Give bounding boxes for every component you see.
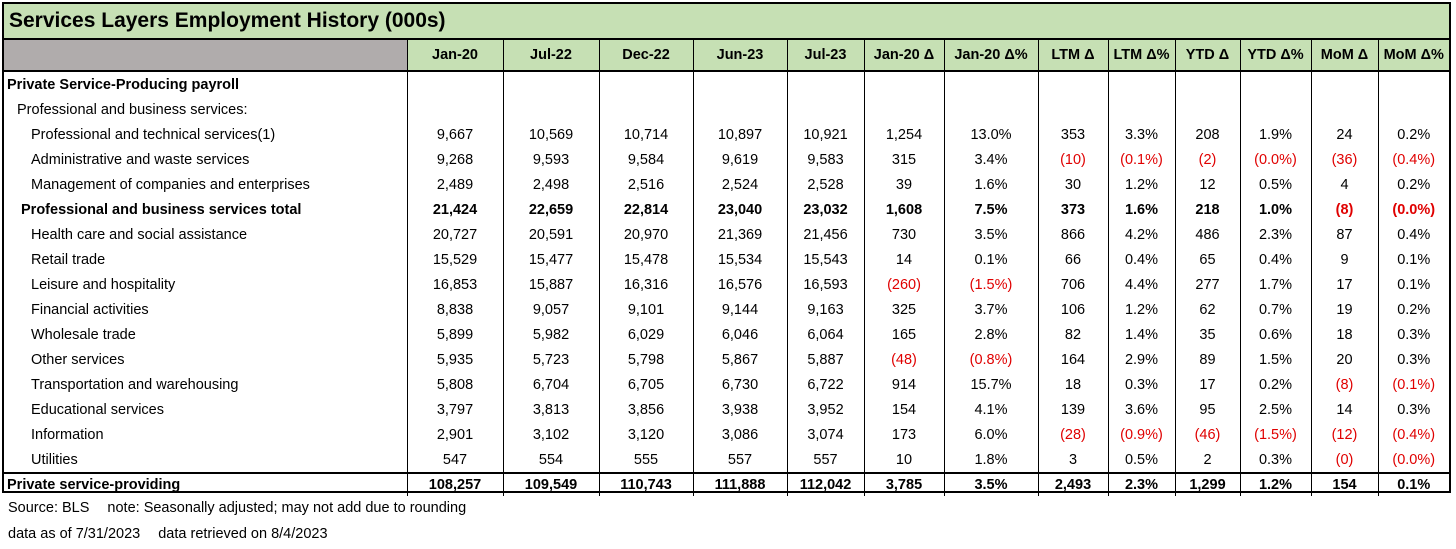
table-cell: 6,029 xyxy=(599,322,693,347)
table-cell: 730 xyxy=(864,222,944,247)
table-cell: 1.9% xyxy=(1240,122,1311,147)
table-cell: 1,299 xyxy=(1175,473,1240,496)
row-label: Transportation and warehousing xyxy=(4,372,407,397)
table-row xyxy=(4,222,1449,247)
table-cell: 6,722 xyxy=(787,372,864,397)
row-label: Retail trade xyxy=(4,247,407,272)
table-cell xyxy=(1378,71,1449,97)
table-cell xyxy=(1311,71,1378,97)
table-frame xyxy=(2,2,1451,493)
table-cell: 108,257 xyxy=(407,473,503,496)
table-cell: 2 xyxy=(1175,447,1240,473)
table-cell: 111,888 xyxy=(693,473,787,496)
table-cell: 87 xyxy=(1311,222,1378,247)
table-cell: 6,704 xyxy=(503,372,599,397)
table-cell: 30 xyxy=(1038,172,1108,197)
column-header: LTM Δ% xyxy=(1108,40,1175,71)
table-cell: 13.0% xyxy=(944,122,1038,147)
table-cell: (0.8%) xyxy=(944,347,1038,372)
table-cell: 164 xyxy=(1038,347,1108,372)
table-cell: 2,524 xyxy=(693,172,787,197)
table-cell: 0.3% xyxy=(1108,372,1175,397)
table-cell: 39 xyxy=(864,172,944,197)
table-cell: 22,814 xyxy=(599,197,693,222)
table-cell: 3,074 xyxy=(787,422,864,447)
table-cell: 547 xyxy=(407,447,503,473)
table-cell: (0.4%) xyxy=(1392,151,1436,168)
table-cell: 7.5% xyxy=(944,197,1038,222)
row-label: Professional and technical services(1) xyxy=(4,122,407,147)
table-cell: 165 xyxy=(864,322,944,347)
row-label: Professional and business services total xyxy=(4,197,407,222)
table-cell: 15,477 xyxy=(503,247,599,272)
table-cell xyxy=(693,71,787,97)
table-cell: 5,935 xyxy=(407,347,503,372)
table-cell: 0.7% xyxy=(1240,297,1311,322)
table-cell: 18 xyxy=(1038,372,1108,397)
table-cell: 4.1% xyxy=(944,397,1038,422)
table-cell: 21,424 xyxy=(407,197,503,222)
table-cell: 3.6% xyxy=(1108,397,1175,422)
table-cell: 0.2% xyxy=(1397,176,1431,193)
table-cell: 218 xyxy=(1175,197,1240,222)
table-cell: 3.5% xyxy=(944,222,1038,247)
table-cell: 9 xyxy=(1311,247,1378,272)
table-cell xyxy=(944,71,1038,97)
table-cell xyxy=(1175,71,1240,97)
table-cell: (8) xyxy=(1311,197,1378,222)
table-cell: 5,808 xyxy=(407,372,503,397)
table-cell: 6,046 xyxy=(693,322,787,347)
table-cell: (0.4%) xyxy=(1392,426,1436,443)
table-cell xyxy=(787,97,864,122)
table-cell xyxy=(693,97,787,122)
table-cell: 2,516 xyxy=(599,172,693,197)
table-cell: 112,042 xyxy=(787,473,864,496)
table-cell xyxy=(599,97,693,122)
table-body xyxy=(4,71,1449,496)
table-cell: 154 xyxy=(864,397,944,422)
table-cell: 1.7% xyxy=(1240,272,1311,297)
column-header-row xyxy=(4,40,1449,71)
table-cell: 3,797 xyxy=(407,397,503,422)
table-cell: (46) xyxy=(1175,422,1240,447)
column-header: Jul-22 xyxy=(503,40,599,71)
table-title: Services Layers Employment History (000s) xyxy=(4,4,1449,40)
table-cell: 22,659 xyxy=(503,197,599,222)
table-cell: 8,838 xyxy=(407,297,503,322)
employment-table xyxy=(4,40,1449,496)
table-cell: 353 xyxy=(1038,122,1108,147)
table-cell xyxy=(787,71,864,97)
table-cell: 5,798 xyxy=(599,347,693,372)
table-row xyxy=(4,197,1449,222)
column-header-blank xyxy=(4,40,407,71)
table-cell: 555 xyxy=(599,447,693,473)
table-cell: 9,057 xyxy=(503,297,599,322)
table-cell: 3,120 xyxy=(599,422,693,447)
table-row xyxy=(4,447,1449,473)
column-header: Jan-20 xyxy=(407,40,503,71)
table-cell: 2,528 xyxy=(787,172,864,197)
table-cell: 20,970 xyxy=(599,222,693,247)
table-cell: 6,730 xyxy=(693,372,787,397)
table-cell: 866 xyxy=(1038,222,1108,247)
table-cell: 9,101 xyxy=(599,297,693,322)
table-cell: 9,619 xyxy=(693,147,787,172)
table-cell: 23,040 xyxy=(693,197,787,222)
row-label: Financial activities xyxy=(4,297,407,322)
table-cell: 109,549 xyxy=(503,473,599,496)
row-label: Wholesale trade xyxy=(4,322,407,347)
row-label: Private Service-Producing payroll xyxy=(4,71,407,97)
table-cell: (0.9%) xyxy=(1108,422,1175,447)
table-cell: 15.7% xyxy=(944,372,1038,397)
table-cell: 1.5% xyxy=(1240,347,1311,372)
table-cell: 6.0% xyxy=(944,422,1038,447)
row-label: Information xyxy=(4,422,407,447)
table-cell: 2,489 xyxy=(407,172,503,197)
table-cell: (36) xyxy=(1311,147,1378,172)
table-cell: 3 xyxy=(1038,447,1108,473)
table-cell: 554 xyxy=(503,447,599,473)
column-header: Jun-23 xyxy=(693,40,787,71)
table-cell: 3.3% xyxy=(1108,122,1175,147)
table-cell: 2,498 xyxy=(503,172,599,197)
note-text: note: Seasonally adjusted; may not add due to rounding xyxy=(107,500,467,516)
table-cell: 19 xyxy=(1311,297,1378,322)
table-cell: 15,534 xyxy=(693,247,787,272)
table-cell: (260) xyxy=(864,272,944,297)
table-cell: 3,086 xyxy=(693,422,787,447)
table-cell: (10) xyxy=(1038,147,1108,172)
table-cell: 0.6% xyxy=(1240,322,1311,347)
row-label: Leisure and hospitality xyxy=(4,272,407,297)
table-cell: 15,529 xyxy=(407,247,503,272)
table-cell: 14 xyxy=(864,247,944,272)
table-cell: 21,369 xyxy=(693,222,787,247)
table-cell: 16,593 xyxy=(787,272,864,297)
table-cell: 0.1% xyxy=(944,247,1038,272)
table-cell: 0.1% xyxy=(1397,251,1431,268)
table-cell: 0.2% xyxy=(1397,126,1431,143)
table-cell: 1.8% xyxy=(944,447,1038,473)
table-cell: 10,897 xyxy=(693,122,787,147)
table-cell: 21,456 xyxy=(787,222,864,247)
table-cell: 3.5% xyxy=(944,473,1038,496)
table-row xyxy=(4,322,1449,347)
column-header: Jul-23 xyxy=(787,40,864,71)
table-cell: (28) xyxy=(1038,422,1108,447)
table-cell: 5,899 xyxy=(407,322,503,347)
table-row xyxy=(4,422,1449,447)
table-cell: 15,478 xyxy=(599,247,693,272)
table-cell xyxy=(864,71,944,97)
table-cell: 0.4% xyxy=(1240,247,1311,272)
column-header: Dec-22 xyxy=(599,40,693,71)
table-cell: 17 xyxy=(1311,272,1378,297)
footer-dates-line xyxy=(8,526,328,542)
table-cell xyxy=(1038,71,1108,97)
table-cell: 9,593 xyxy=(503,147,599,172)
table-cell: 2.9% xyxy=(1108,347,1175,372)
table-cell: 1.2% xyxy=(1108,297,1175,322)
table-row xyxy=(4,297,1449,322)
table-row xyxy=(4,97,1449,122)
column-header: LTM Δ xyxy=(1038,40,1108,71)
table-cell: 5,887 xyxy=(787,347,864,372)
table-cell: 0.3% xyxy=(1397,401,1431,418)
row-label: Management of companies and enterprises xyxy=(4,172,407,197)
table-cell: 2,493 xyxy=(1038,473,1108,496)
table-cell xyxy=(503,71,599,97)
table-cell: 95 xyxy=(1175,397,1240,422)
column-header: Jan-20 Δ% xyxy=(944,40,1038,71)
table-cell: 65 xyxy=(1175,247,1240,272)
table-cell: 2.3% xyxy=(1108,473,1175,496)
table-cell: 16,576 xyxy=(693,272,787,297)
table-cell: 15,887 xyxy=(503,272,599,297)
table-cell: 1.6% xyxy=(1108,197,1175,222)
table-row xyxy=(4,247,1449,272)
table-cell: 706 xyxy=(1038,272,1108,297)
table-cell xyxy=(1378,97,1449,122)
table-cell xyxy=(944,97,1038,122)
column-header: YTD Δ xyxy=(1175,40,1240,71)
table-cell: 24 xyxy=(1311,122,1378,147)
table-row xyxy=(4,147,1449,172)
table-cell: (0) xyxy=(1311,447,1378,473)
table-cell: (0.0%) xyxy=(1392,451,1436,468)
table-cell: 2.8% xyxy=(944,322,1038,347)
table-cell xyxy=(1240,97,1311,122)
table-cell: 62 xyxy=(1175,297,1240,322)
table-cell xyxy=(599,71,693,97)
table-cell: 1.2% xyxy=(1240,473,1311,496)
column-header: MoM Δ% xyxy=(1378,40,1449,71)
table-row xyxy=(4,397,1449,422)
table-cell: 10,569 xyxy=(503,122,599,147)
table-cell: 0.3% xyxy=(1397,326,1431,343)
table-cell: (0.1%) xyxy=(1392,376,1436,393)
table-cell: 208 xyxy=(1175,122,1240,147)
column-header: YTD Δ% xyxy=(1240,40,1311,71)
table-cell xyxy=(1108,97,1175,122)
row-label: Professional and business services: xyxy=(4,97,407,122)
table-cell: 12 xyxy=(1175,172,1240,197)
table-cell: 0.3% xyxy=(1240,447,1311,473)
table-cell: 106 xyxy=(1038,297,1108,322)
table-cell: 9,163 xyxy=(787,297,864,322)
table-cell: (0.0%) xyxy=(1392,201,1436,218)
table-cell: 1,608 xyxy=(864,197,944,222)
table-cell: 1.2% xyxy=(1108,172,1175,197)
table-cell: 5,867 xyxy=(693,347,787,372)
table-cell: 9,583 xyxy=(787,147,864,172)
source-text: Source: BLS xyxy=(8,500,90,516)
table-cell: 0.5% xyxy=(1108,447,1175,473)
table-cell: 66 xyxy=(1038,247,1108,272)
table-cell: 9,667 xyxy=(407,122,503,147)
table-cell: 0.4% xyxy=(1397,226,1431,243)
table-cell xyxy=(1311,97,1378,122)
row-label: Educational services xyxy=(4,397,407,422)
table-cell: 14 xyxy=(1311,397,1378,422)
as-of-text: data as of 7/31/2023 xyxy=(8,526,141,542)
table-cell xyxy=(407,71,503,97)
table-cell: 15,543 xyxy=(787,247,864,272)
table-cell: 3.4% xyxy=(944,147,1038,172)
table-cell: 18 xyxy=(1311,322,1378,347)
table-cell: 9,268 xyxy=(407,147,503,172)
table-cell: 914 xyxy=(864,372,944,397)
table-cell: 0.1% xyxy=(1378,473,1449,496)
table-cell: 10,921 xyxy=(787,122,864,147)
table-cell: 557 xyxy=(693,447,787,473)
table-cell xyxy=(1038,97,1108,122)
table-cell: 277 xyxy=(1175,272,1240,297)
table-row xyxy=(4,172,1449,197)
table-cell: (0.0%) xyxy=(1240,147,1311,172)
table-cell: 9,584 xyxy=(599,147,693,172)
table-cell: (1.5%) xyxy=(944,272,1038,297)
table-cell: 20 xyxy=(1311,347,1378,372)
table-cell: 20,591 xyxy=(503,222,599,247)
column-header: Jan-20 Δ xyxy=(864,40,944,71)
table-row xyxy=(4,272,1449,297)
table-cell: 16,316 xyxy=(599,272,693,297)
table-cell: 3.7% xyxy=(944,297,1038,322)
table-cell: 5,723 xyxy=(503,347,599,372)
table-cell: (48) xyxy=(864,347,944,372)
table-cell: 2,901 xyxy=(407,422,503,447)
table-cell: 5,982 xyxy=(503,322,599,347)
table-row xyxy=(4,347,1449,372)
table-cell: 10 xyxy=(864,447,944,473)
table-cell: (2) xyxy=(1175,147,1240,172)
table-cell: 2.3% xyxy=(1240,222,1311,247)
table-cell: 3,856 xyxy=(599,397,693,422)
table-cell: (12) xyxy=(1311,422,1378,447)
table-cell: (0.1%) xyxy=(1108,147,1175,172)
table-cell xyxy=(407,97,503,122)
table-cell: 1.0% xyxy=(1240,197,1311,222)
table-cell: 173 xyxy=(864,422,944,447)
table-cell: 154 xyxy=(1311,473,1378,496)
table-cell: 1.6% xyxy=(944,172,1038,197)
table-cell: 3,785 xyxy=(864,473,944,496)
row-label: Other services xyxy=(4,347,407,372)
table-cell: 3,102 xyxy=(503,422,599,447)
table-cell xyxy=(1108,71,1175,97)
row-label: Administrative and waste services xyxy=(4,147,407,172)
footer-source-line xyxy=(8,500,466,516)
table-cell: 4.2% xyxy=(1108,222,1175,247)
table-cell: 23,032 xyxy=(787,197,864,222)
table-cell: 325 xyxy=(864,297,944,322)
table-cell: 35 xyxy=(1175,322,1240,347)
table-cell xyxy=(864,97,944,122)
table-cell: 557 xyxy=(787,447,864,473)
table-cell xyxy=(1240,71,1311,97)
table-cell: 3,938 xyxy=(693,397,787,422)
table-cell: 2.5% xyxy=(1240,397,1311,422)
table-cell: 4 xyxy=(1311,172,1378,197)
table-cell: 486 xyxy=(1175,222,1240,247)
table-cell: 10,714 xyxy=(599,122,693,147)
table-cell: 4.4% xyxy=(1108,272,1175,297)
table-cell: 1,254 xyxy=(864,122,944,147)
table-cell: 139 xyxy=(1038,397,1108,422)
table-row xyxy=(4,71,1449,97)
table-cell: 9,144 xyxy=(693,297,787,322)
table-cell: 3,952 xyxy=(787,397,864,422)
table-cell: 373 xyxy=(1038,197,1108,222)
table-cell: 0.5% xyxy=(1240,172,1311,197)
row-label: Health care and social assistance xyxy=(4,222,407,247)
table-cell: 0.4% xyxy=(1108,247,1175,272)
table-cell: 1.4% xyxy=(1108,322,1175,347)
table-cell: (8) xyxy=(1311,372,1378,397)
row-label: Utilities xyxy=(4,447,407,473)
column-header: MoM Δ xyxy=(1311,40,1378,71)
table-cell: 0.2% xyxy=(1397,301,1431,318)
table-row xyxy=(4,473,1449,496)
table-cell xyxy=(1175,97,1240,122)
row-label: Private service-providing xyxy=(4,473,407,496)
table-cell: 20,727 xyxy=(407,222,503,247)
table-cell: 17 xyxy=(1175,372,1240,397)
table-row xyxy=(4,372,1449,397)
retrieved-text: data retrieved on 8/4/2023 xyxy=(158,526,328,542)
table-cell: 0.2% xyxy=(1240,372,1311,397)
table-cell: 6,064 xyxy=(787,322,864,347)
table-cell: 315 xyxy=(864,147,944,172)
table-cell: 16,853 xyxy=(407,272,503,297)
table-cell: 6,705 xyxy=(599,372,693,397)
table-cell: 82 xyxy=(1038,322,1108,347)
table-row xyxy=(4,122,1449,147)
table-cell: (1.5%) xyxy=(1240,422,1311,447)
table-cell: 89 xyxy=(1175,347,1240,372)
table-cell: 3,813 xyxy=(503,397,599,422)
table-cell xyxy=(503,97,599,122)
table-cell: 110,743 xyxy=(599,473,693,496)
table-cell: 0.3% xyxy=(1397,351,1431,368)
table-cell: 0.1% xyxy=(1397,276,1431,293)
